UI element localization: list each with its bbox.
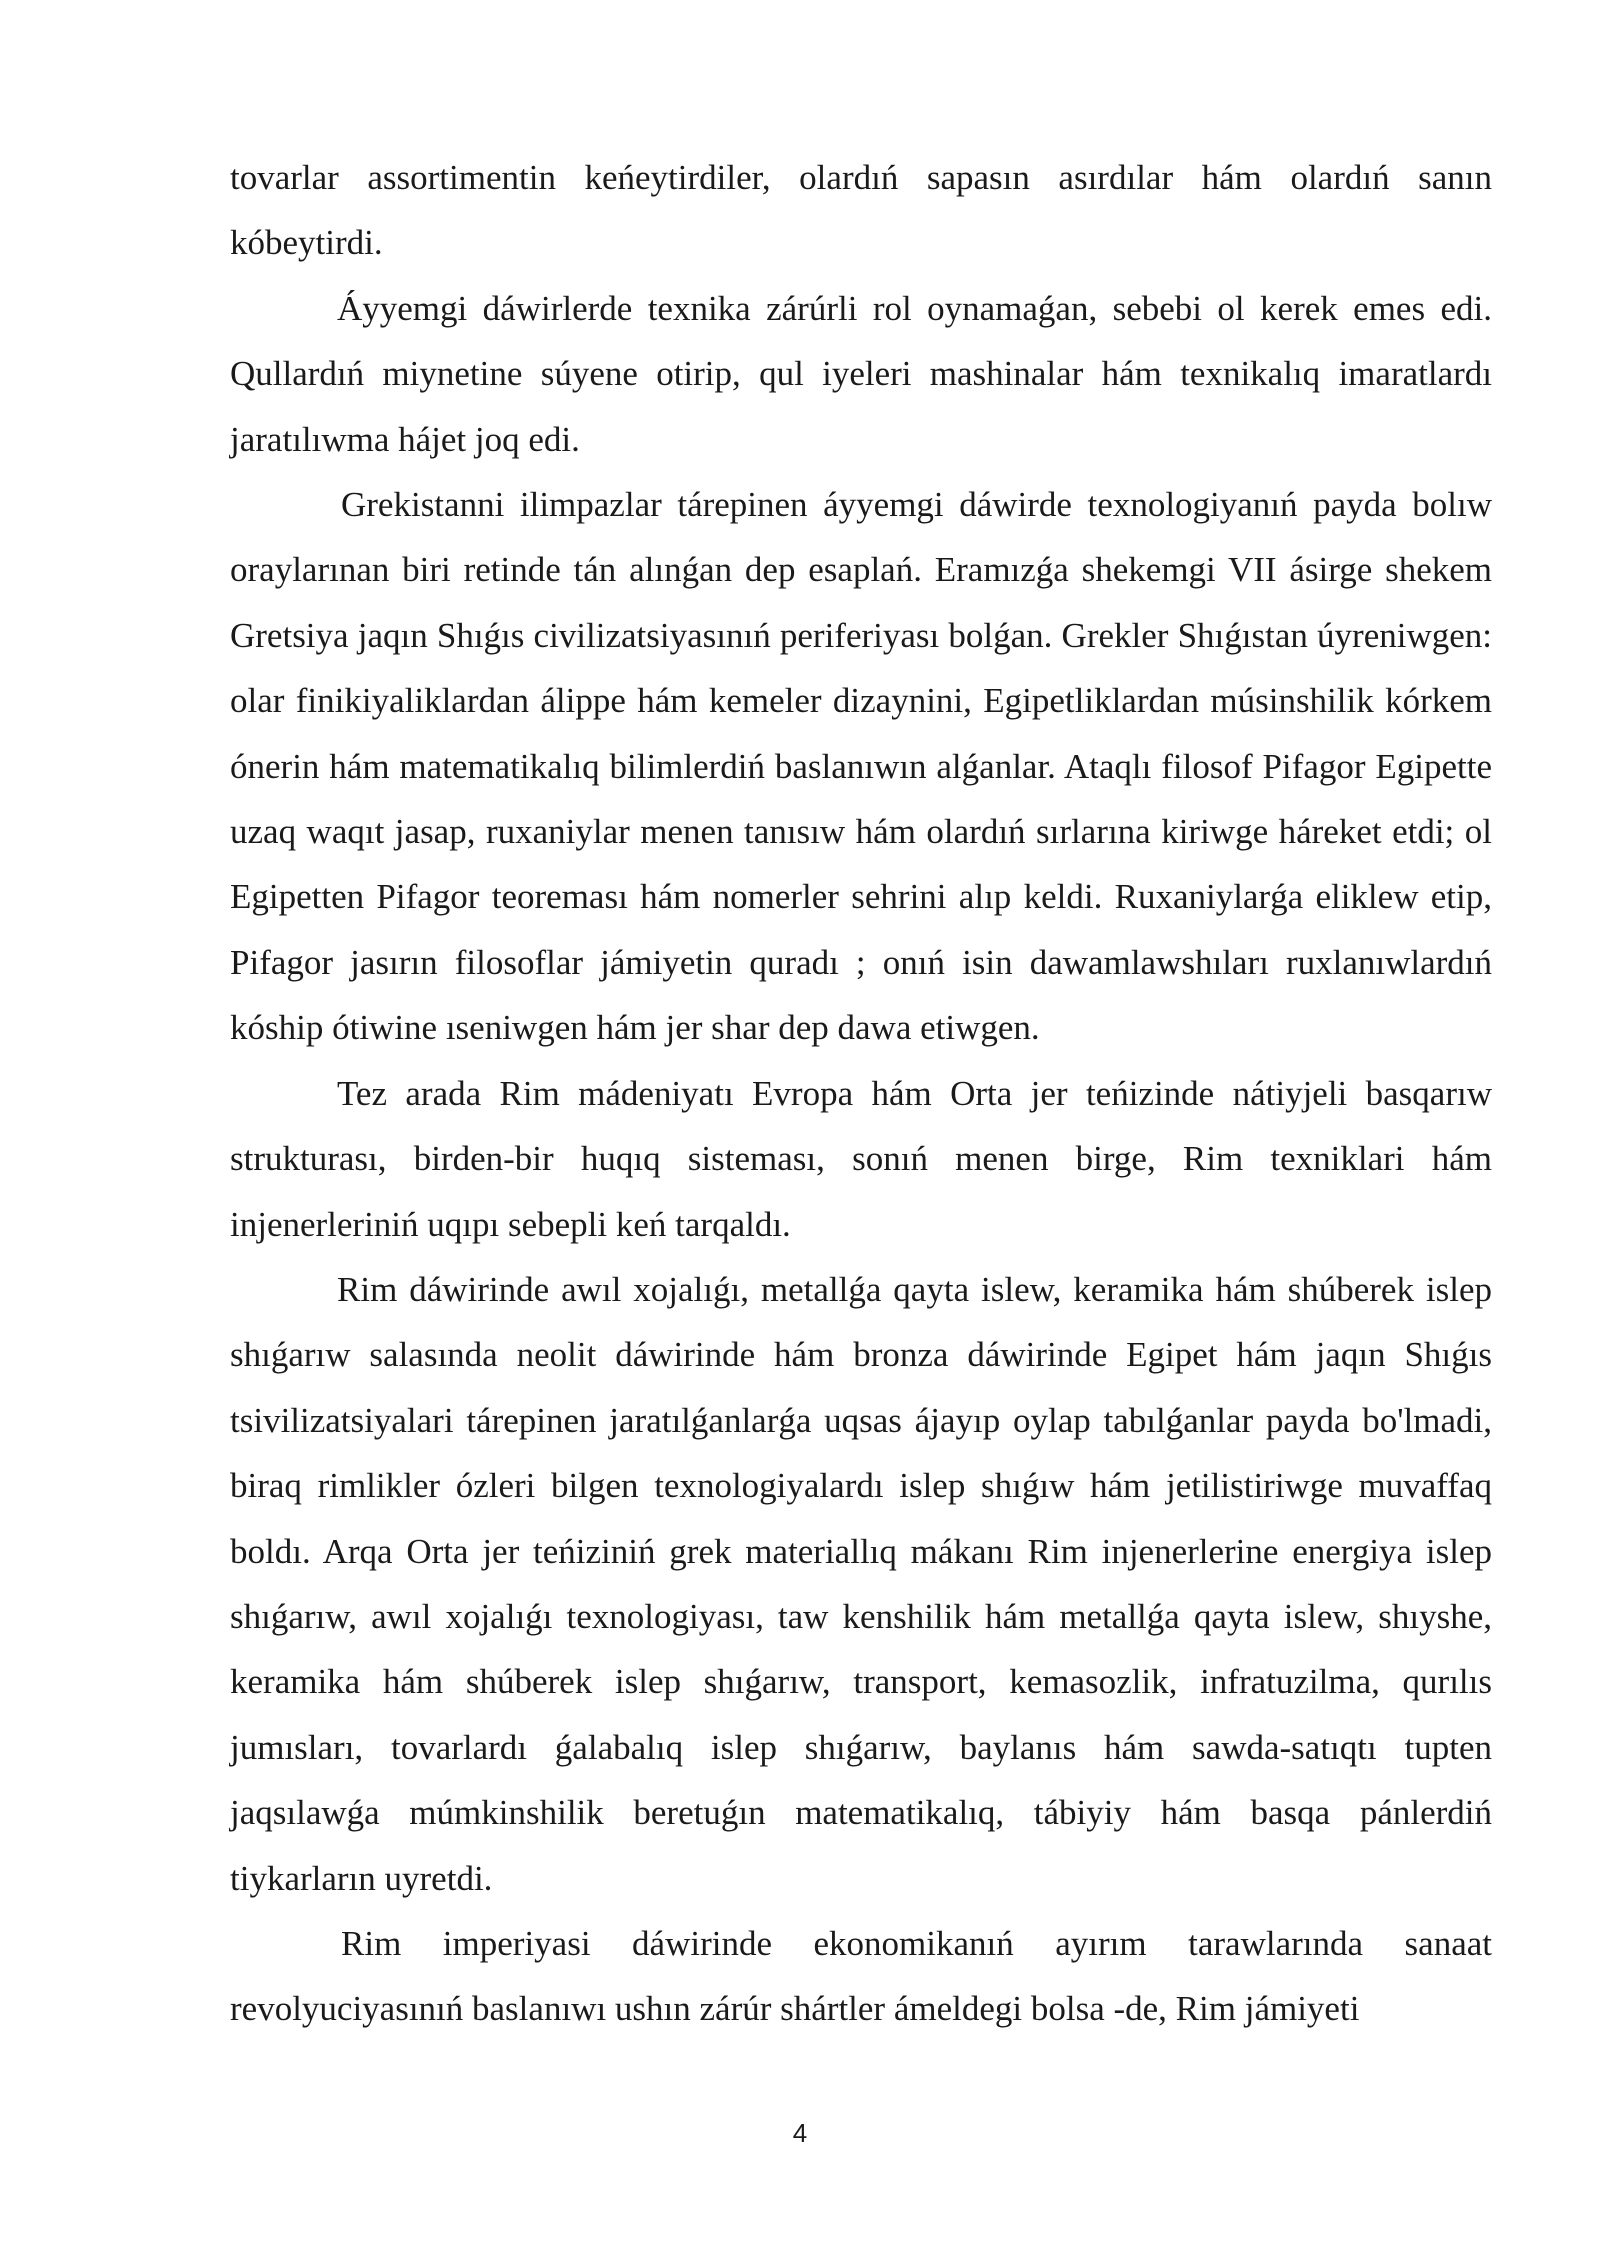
paragraph-4: Tez arada Rim mádeniyatı Evropa hám Orta jer teńizinde nátiyjeli basqarıw strukturası, birden-bir huqıq sisteması, sonıń menen birge, Rim texniklari hám injenerleriniń uqıpı sebepli keń tarqaldı. [230, 1073, 1492, 1244]
paragraph-1: tovarlar assortimentin keńeytirdiler, olardıń sapasın asırdılar hám olardıń sanın kóbeytirdi. [230, 158, 1492, 263]
paragraph-2: Áyyemgi dáwirlerde texnika zárúrli rol oynamaǵan, sebebi ol kerek emes edi. Qullardıń miynetine súyene otirip, qul iyeleri mashinalar hám texnikalıq imaratlardı jaratılıwma hájet joq edi. [230, 288, 1492, 459]
page-number: 4 [792, 2118, 808, 2148]
body-text [230, 145, 1492, 2042]
paragraph-3: Grekistanni ilimpazlar tárepinen áyyemgi dáwirde texnologiyanıń payda bolıw oraylarınan biri retinde tán alınǵan dep esaplań. Eramızǵa shekemgi VII ásirge shekem Gretsiya jaqın Shıǵıs civilizatsiyasınıń periferiyası bolǵan. Grekler Shıǵıstan úyreniwgen: olar finikiyaliklardan álippe hám kemeler dizaynini, Egipetliklardan músinshilik kórkem ónerin hám matematikalıq bilimlerdiń baslanıwın alǵanlar. Ataqlı filosof Pifagor Egipette uzaq waqıt jasap, ruxaniylar menen tanısıw hám olardıń sırlarına kiriwge háreket etdi; ol Egipetten Pifagor teoreması hám nomerler sehrini alıp keldi. Ruxaniylarǵa eliklew etip, Pifagor jasırın filosoflar jámiyetin quradı ; onıń isin dawamlawshıları ruxlanıwlardıń kóship ótiwine ıseniwgen hám jer shar dep dawa etiwgen. [230, 485, 1492, 1048]
paragraph-6: Rim imperiyasi dáwirinde ekonomikanıń ayırım tarawlarında sanaat revolyuciyasınıń baslanıwı ushın zárúr shártler ámeldegi bolsa -de, Rim jámiyeti [230, 1923, 1492, 2029]
paragraph-5: Rim dáwirinde awıl xojalıǵı, metallǵa qayta islew, keramika hám shúberek islep shıǵarıw salasında neolit dáwirinde hám bronza dáwirinde Egipet hám jaqın Shıǵıs tsivilizatsiyalari tárepinen jaratılǵanlarǵa uqsas ájayıp oylap tabılǵanlar payda bo'lmadi, biraq rimlikler ózleri bilgen texnologiyalardı islep shıǵıw hám jetilistiriwge muvaffaq boldı. Arqa Orta jer teńiziniń grek materiallıq mákanı Rim injenerlerine energiya islep shıǵarıw, awıl xojalıǵı texnologiyası, taw kenshilik hám metallǵa qayta islew, shıyshe, keramika hám shúberek islep shıǵarıw, transport, kemasozlik, infratuzilma, qurılıs jumısları, tovarlardı ǵalabalıq islep shıǵarıw, baylanıs hám sawda-satıqtı tupten jaqsılawǵa múmkinshilik beretuǵın matematikalıq, tábiyiy hám basqa pánlerdiń tiykarların uyretdi. [230, 1269, 1492, 1898]
